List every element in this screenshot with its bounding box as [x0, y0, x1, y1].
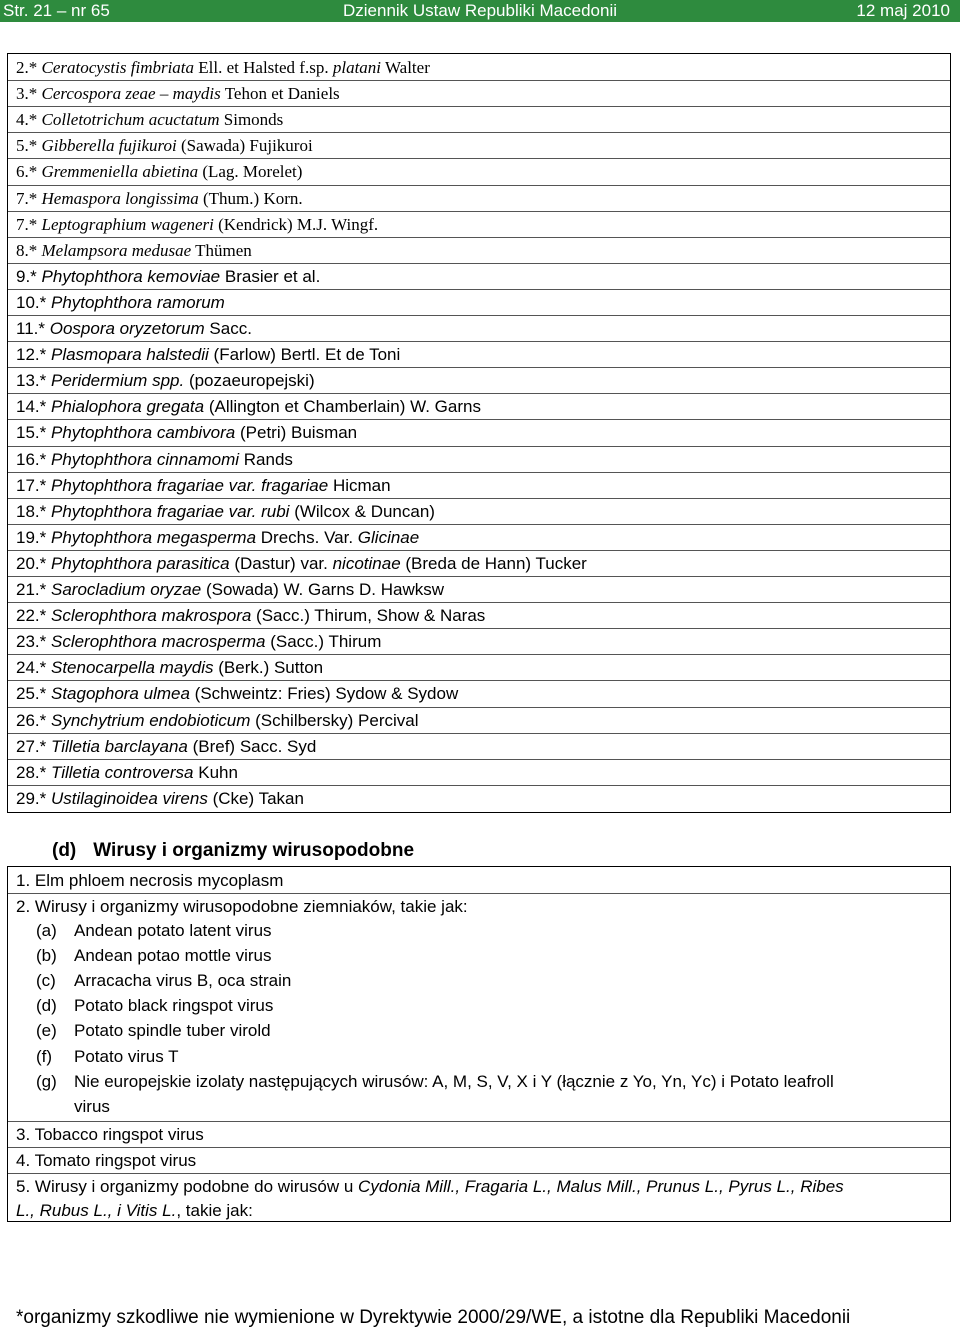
fungus-number: 15.* — [16, 423, 47, 443]
fungus-entry — [16, 133, 313, 159]
fungus-name: Phytophthora cambivora — [50, 423, 236, 443]
row-divider — [8, 446, 950, 447]
fungus-entry — [16, 107, 283, 133]
fungus-entry — [16, 342, 400, 368]
fungus-entry — [16, 394, 481, 420]
fungus-authority-2: Walter — [384, 58, 430, 77]
fungus-authority: (Berk.) Sutton — [218, 658, 324, 678]
fungus-number: 17.* — [16, 475, 47, 495]
issue-date: 12 maj 2010 — [856, 1, 950, 20]
row-divider — [8, 237, 950, 238]
fungus-number: 14.* — [16, 397, 47, 417]
fungus-entry — [16, 316, 252, 342]
fungus-number: 28.* — [16, 762, 47, 782]
fungus-name: Tilletia controversa — [50, 762, 194, 782]
fungi-list-box — [7, 53, 951, 813]
subitem-text: Nie europejskie izolaty następujących wirusów: A, M, S, V, X i Y (łącznie z Yo, Yn, Yc) i Potato leafroll — [74, 1071, 834, 1091]
row-divider — [8, 602, 950, 603]
fungus-number: 5.* — [16, 136, 38, 156]
footnote: *organizmy szkodliwe nie wymienione w Dyrektywie 2000/29/WE, a istotne dla Republiki Macedonii — [16, 1307, 851, 1328]
fungus-name: Leptographium wageneri — [41, 214, 214, 234]
fungus-authority: Rands — [243, 449, 293, 469]
fungus-name: Ustilaginoidea virens — [50, 788, 208, 808]
fungus-entry — [16, 473, 391, 499]
fungus-authority: (Sowada) W. Garns D. Hawksw — [205, 580, 445, 599]
row-divider — [8, 185, 950, 186]
fungus-number: 7.* — [16, 214, 38, 234]
fungus-name: Phytophthora megasperma — [50, 527, 257, 547]
virus-item-3: 3. Tobacco ringspot virus — [16, 1125, 204, 1144]
row-divider — [8, 211, 950, 212]
virus-item-5-genera: Cydonia Mill., Fragaria L., Malus Mill., Prunus L., Pyrus L., Ribes — [358, 1177, 844, 1196]
fungus-authority: (Sacc.) Thirum, Show & Naras — [256, 606, 486, 626]
fungus-number: 7.* — [16, 188, 38, 208]
fungus-name: Sclerophthora makrospora — [50, 606, 252, 626]
row-divider — [8, 733, 950, 734]
row-divider — [8, 315, 950, 316]
row-divider — [8, 80, 950, 81]
fungus-name: Phytophthora kemoviae — [41, 266, 221, 286]
fungus-entry — [16, 55, 430, 81]
fungus-authority: (Bref) Sacc. Syd — [192, 736, 317, 756]
row-divider — [8, 628, 950, 629]
fungus-number: 21.* — [16, 580, 47, 599]
fungus-authority: Simonds — [223, 110, 284, 130]
virus-item-4: 4. Tomato ringspot virus — [16, 1151, 197, 1170]
subitem-text: Potato virus T — [74, 1046, 179, 1066]
fungus-name: Plasmopara halstedii — [50, 345, 209, 365]
subitem-key: (f) — [36, 1046, 53, 1066]
fungus-number: 20.* — [16, 553, 47, 573]
fungus-authority: (Sawada) Fujikuroi — [180, 136, 313, 156]
fungus-entry — [16, 551, 587, 577]
fungus-number: 4.* — [16, 110, 38, 130]
fungus-authority: Kuhn — [198, 762, 238, 782]
subitem-text: Arracacha virus B, oca strain — [74, 971, 292, 991]
row-divider — [8, 341, 950, 342]
row-divider — [8, 680, 950, 681]
fungus-entry — [16, 577, 444, 603]
subitem-key: (d) — [36, 996, 57, 1016]
row-divider — [8, 785, 950, 786]
fungus-name: Synchytrium endobioticum — [50, 710, 251, 730]
subitem-text-cont: virus — [74, 1096, 110, 1116]
fungus-entry — [16, 786, 304, 812]
fungus-name: Oospora oryzetorum — [49, 319, 205, 338]
fungus-authority: (Lag. Morelet) — [202, 162, 303, 182]
row-divider — [8, 132, 950, 133]
fungus-authority: (Schilbersky) Percival — [255, 710, 419, 730]
fungus-entry — [16, 447, 293, 473]
fungus-authority: (Dastur) var. — [234, 553, 328, 573]
fungus-name: Phytophthora fragariae var. — [50, 475, 257, 495]
row-divider — [8, 1121, 950, 1122]
fungus-name: Stagophora ulmea — [50, 684, 190, 704]
fungus-number: 18.* — [16, 501, 47, 521]
fungus-number: 2.* — [16, 58, 38, 77]
fungus-number: 12.* — [16, 345, 47, 365]
row-divider — [8, 263, 950, 264]
fungus-number: 6.* — [16, 162, 38, 182]
journal-title: Dziennik Ustaw Republiki Macedonii — [342, 1, 617, 20]
row-divider — [8, 498, 950, 499]
fungus-entry — [16, 186, 303, 212]
fungus-name: Sarocladium oryzae — [50, 580, 202, 599]
fungus-authority: Ell. et Halsted f.sp. — [198, 58, 329, 77]
fungus-number: 3.* — [16, 84, 38, 104]
fungus-number: 11.* — [16, 319, 45, 338]
virus-item-5-line2 — [16, 1199, 253, 1223]
fungus-number: 13.* — [16, 371, 47, 391]
subitem-key: (e) — [36, 1021, 57, 1041]
fungus-authority: (Thum.) Korn. — [203, 188, 303, 208]
row-divider — [8, 106, 950, 107]
subitem-key: (b) — [36, 946, 57, 966]
section-d-label: (d) — [52, 840, 77, 861]
page-header — [0, 0, 960, 22]
fungus-name: Phytophthora ramorum — [50, 292, 225, 312]
fungus-authority: (Allington et Chamberlain) W. Garns — [208, 397, 481, 417]
virus-list-box — [7, 866, 951, 1222]
fungus-name: Sclerophthora macrosperma — [50, 632, 266, 652]
subitem-text: Potato black ringspot virus — [74, 996, 274, 1016]
fungus-name: Ceratocystis fimbriata — [41, 58, 195, 77]
row-divider — [8, 1147, 950, 1148]
fungus-entry — [16, 655, 323, 681]
subitem-text: Potato spindle tuber virold — [74, 1021, 271, 1041]
fungus-entry — [16, 760, 238, 786]
fungus-name: Phialophora gregata — [50, 397, 205, 417]
fungus-name: Colletotrichum acuctatum — [41, 110, 220, 130]
fungus-entry — [16, 708, 419, 734]
subitem-key: (a) — [36, 921, 57, 940]
fungus-epithet: rubi — [261, 501, 290, 521]
fungus-name: Phytophthora cinnamomi — [50, 449, 240, 469]
fungus-entry — [16, 290, 225, 316]
fungus-authority: Thümen — [195, 240, 252, 260]
section-d-title: Wirusy i organizmy wirusopodobne — [93, 840, 415, 861]
fungus-number: 8.* — [16, 240, 38, 260]
fungus-authority-2: (Breda de Hann) Tucker — [405, 553, 587, 573]
row-divider — [8, 576, 950, 577]
row-divider — [8, 289, 950, 290]
fungus-entry — [16, 603, 485, 629]
fungus-authority: (Sacc.) Thirum — [270, 632, 382, 652]
subitem-key: (c) — [36, 971, 56, 991]
fungus-name: Hemaspora longissima — [41, 188, 199, 208]
fungus-number: 9.* — [16, 266, 37, 286]
row-divider — [8, 707, 950, 708]
fungus-entry — [16, 499, 435, 525]
fungus-epithet: platani — [332, 58, 382, 77]
fungus-epithet: nicotinae — [332, 553, 401, 573]
fungus-authority-2: Hicman — [332, 475, 391, 495]
row-divider — [8, 550, 950, 551]
fungus-number: 19.* — [16, 527, 47, 547]
virus-item-5-prefix: 5. Wirusy i organizmy podobne do wirusów u — [16, 1177, 359, 1196]
fungus-epithet: fragariae — [261, 475, 329, 495]
virus-item-5-line1 — [16, 1175, 844, 1199]
virus-item-1: 1. Elm phloem necrosis mycoplasm — [16, 871, 284, 890]
virus-item-2: 2. Wirusy i organizmy wirusopodobne ziemniaków, takie jak: — [16, 897, 468, 916]
fungus-authority: Sacc. — [209, 319, 252, 338]
row-divider — [8, 654, 950, 655]
fungus-authority: (Petri) Buisman — [240, 423, 358, 443]
fungus-authority: (Cke) Takan — [212, 788, 304, 808]
row-divider — [8, 367, 950, 368]
row-divider — [8, 893, 950, 894]
fungus-authority: (Kendrick) M.J. Wingf. — [218, 214, 379, 234]
fungus-entry — [16, 734, 316, 760]
row-divider — [8, 472, 950, 473]
subitem-key: (g) — [36, 1071, 57, 1091]
row-divider — [8, 759, 950, 760]
fungus-number: 22.* — [16, 606, 47, 626]
fungus-authority: Drechs. Var. — [260, 527, 354, 547]
fungus-authority: Tehon et Daniels — [224, 84, 340, 104]
fungus-number: 27.* — [16, 736, 47, 756]
fungus-number: 26.* — [16, 710, 47, 730]
virus-item-5-suffix: , takie jak: — [176, 1201, 253, 1220]
fungus-entry — [16, 420, 357, 446]
fungus-entry — [16, 264, 320, 290]
row-divider — [8, 524, 950, 525]
fungus-number: 25.* — [16, 684, 47, 704]
section-d-heading — [52, 840, 414, 862]
fungus-entry — [16, 681, 458, 707]
fungus-authority: (pozaeuropejski) — [188, 371, 315, 391]
fungus-entry — [16, 159, 302, 185]
fungus-authority: (Schweintz: Fries) Sydow & Sydow — [194, 684, 459, 704]
fungus-authority: (Farlow) Bertl. Et de Toni — [213, 345, 401, 365]
subitem-text: Andean potao mottle virus — [74, 946, 272, 966]
fungus-name: Peridermium spp. — [50, 371, 185, 391]
fungus-authority: Brasier et al. — [224, 266, 321, 286]
virus-item-5-genera-cont: L., Rubus L., i Vitis L. — [16, 1201, 177, 1220]
fungus-name: Stenocarpella maydis — [50, 658, 214, 678]
fungus-name: Phytophthora parasitica — [50, 553, 230, 573]
fungus-name: Melampsora medusae — [41, 240, 192, 260]
fungus-number: 23.* — [16, 632, 47, 652]
fungus-entry — [16, 238, 252, 264]
fungus-authority-2: (Wilcox & Duncan) — [294, 501, 435, 521]
fungus-name: Cercospora zeae – maydis — [41, 84, 221, 104]
subitem-text: Andean potato latent virus — [74, 921, 272, 940]
fungus-number: 24.* — [16, 658, 47, 678]
fungus-name: Gremmeniella abietina — [41, 162, 199, 182]
fungus-entry — [16, 212, 378, 238]
fungus-name: Gibberella fujikuroi — [41, 136, 177, 156]
row-divider — [8, 158, 950, 159]
fungus-name: Tilletia barclayana — [50, 736, 188, 756]
fungus-entry — [16, 368, 315, 394]
fungus-name: Phytophthora fragariae var. — [50, 501, 257, 521]
row-divider — [8, 419, 950, 420]
fungus-entry — [16, 525, 419, 551]
fungus-entry — [16, 629, 381, 655]
row-divider — [8, 393, 950, 394]
fungus-entry — [16, 81, 340, 107]
fungus-number: 10.* — [16, 292, 47, 312]
fungus-number: 16.* — [16, 449, 47, 469]
fungus-epithet: Glicinae — [357, 527, 420, 547]
page-number: Str. 21 – nr 65 — [3, 1, 110, 20]
fungus-number: 29.* — [16, 788, 47, 808]
row-divider — [8, 1173, 950, 1174]
